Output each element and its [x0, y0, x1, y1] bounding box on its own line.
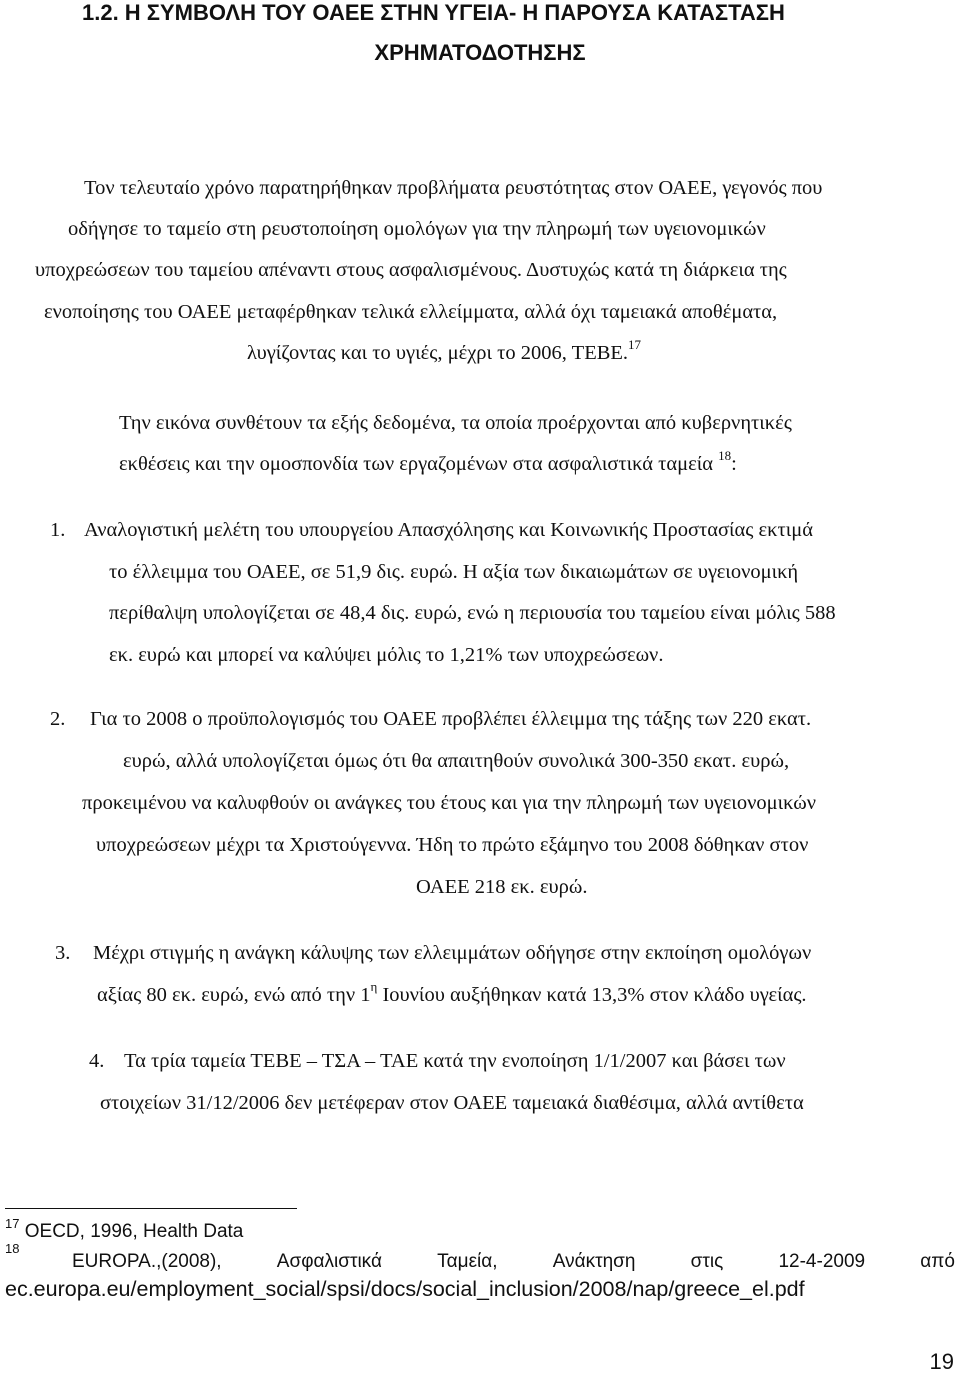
intro-line-2: οδήγησε το ταμείο στη ρευστοποίηση ομολόγων για την πληρωμή των υγειονομικών — [68, 218, 766, 240]
section-heading-line-2: ΧΡΗΜΑΤΟΔΟΤΗΣΗΣ — [374, 40, 586, 65]
footnote-17-number: 17 — [5, 1215, 20, 1231]
intro-line-5: λυγίζοντας και το υγιές, μέχρι το 2006, ΤΕΒΕ.$^{17}$ — [247, 337, 642, 364]
section-heading-line-1: 1.2. Η ΣΥΜΒΟΛΗ ΤΟΥ ΟΑΕΕ ΣΤΗΝ ΥΓΕΙΑ- Η ΠΑΡΟΥΣΑ ΚΑΤΑΣΤΑΣΗ — [82, 0, 785, 25]
item-2-line-4: υποχρεώσεων μέχρι τα Χριστούγεννα. Ήδη το πρώτο εξάμηνο του 2008 δόθηκαν στον — [96, 834, 809, 856]
item-3-number: 3. — [55, 942, 71, 964]
item-1-line-2: το έλλειμμα του ΟΑΕΕ, σε 51,9 δις. ευρώ. Η αξία των δικαιωμάτων σε υγειονομική — [109, 561, 799, 583]
item-2-line-1: Για το 2008 ο προϋπολογισμός του ΟΑΕΕ προβλέπει έλλειμμα της τάξης των 220 εκατ. — [90, 708, 812, 730]
footnote-18-text: EUROPA.,(2008), Ασφαλιστικά Ταμεία, Ανάκτηση στις 12-4-2009 από — [72, 1251, 955, 1272]
intro-line-4: ενοποίησης του ΟΑΕΕ μεταφέρθηκαν τελικά ελλείμματα, αλλά όχι ταμειακά αποθέματα, — [44, 301, 778, 323]
item-2-line-5: ΟΑΕΕ 218 εκ. ευρώ. — [416, 876, 588, 898]
intro-line-3: υποχρεώσεων του ταμείου απέναντι στους ασφαλισμένους. Δυστυχώς κατά τη διάρκεια της — [35, 259, 787, 281]
item-1-line-1: Αναλογιστική μελέτη του υπουργείου Απασχόλησης και Κοινωνικής Προστασίας εκτιμά — [84, 519, 813, 541]
item-1-number: 1. — [50, 519, 66, 541]
footnote-17-text: OECD, 1996, Health Data — [24, 1221, 244, 1242]
item-1-line-4: εκ. ευρώ και μπορεί να καλύψει μόλις το 1,21% των υποχρεώσεων. — [109, 644, 664, 666]
item-4-number: 4. — [89, 1050, 105, 1072]
data-intro-line-2: εκθέσεις και την ομοσπονδία των εργαζομένων στα ασφαλιστικά ταμεία $^{18}$: — [119, 448, 737, 475]
item-1-line-3: περίθαλψη υπολογίζεται σε 48,4 δις. ευρώ, ενώ η περιουσία του ταμείου είναι μόλις 588 — [109, 602, 836, 624]
item-2-line-3: προκειμένου να καλυφθούν οι ανάγκες του έτους και για την πληρωμή των υγειονομικών — [82, 792, 817, 814]
item-4-line-2: στοιχείων 31/12/2006 δεν μετέφεραν στον ΟΑΕΕ ταμειακά διαθέσιμα, αλλά αντίθετα — [100, 1092, 804, 1114]
item-3-line-1: Μέχρι στιγμής η ανάγκη κάλυψης των ελλειμμάτων οδήγησε στην εκποίηση ομολόγων — [93, 942, 812, 964]
ordinal-superscript: η — [370, 979, 378, 995]
footnote-ref-18: 18 — [718, 448, 732, 464]
item-4-line-1: Τα τρία ταμεία ΤΕΒΕ – ΤΣΑ – ΤΑΕ κατά την ενοποίηση 1/1/2007 και βάσει των — [124, 1050, 786, 1072]
item-3-line-2: αξίας 80 εκ. ευρώ, ενώ από την $1^\eta$ Ιουνίου αυξήθηκαν κατά 13,3% στον κλάδο υγείας. — [97, 979, 807, 1006]
footnote-ref-17: 17 — [628, 337, 642, 353]
footnote-18-url[interactable]: ec.europa.eu/employment_social/spsi/docs/social_inclusion/2008/nap/greece_el.pdf — [5, 1277, 805, 1301]
page-number: 19 — [929, 1349, 954, 1374]
footnote-separator — [5, 1208, 297, 1209]
footnote-17 — [5, 1215, 244, 1243]
intro-line-1: Τον τελευταίο χρόνο παρατηρήθηκαν προβλήματα ρευστότητας στον ΟΑΕΕ, γεγονός που — [84, 177, 823, 199]
data-intro-line-1: Την εικόνα συνθέτουν τα εξής δεδομένα, τα οποία προέρχονται από κυβερνητικές — [119, 412, 792, 434]
footnote-18-number: 18 — [5, 1240, 20, 1256]
item-2-line-2: ευρώ, αλλά υπολογίζεται όμως ότι θα απαιτηθούν συνολικά 300-350 εκατ. ευρώ, — [123, 750, 790, 772]
item-2-number: 2. — [50, 708, 66, 730]
